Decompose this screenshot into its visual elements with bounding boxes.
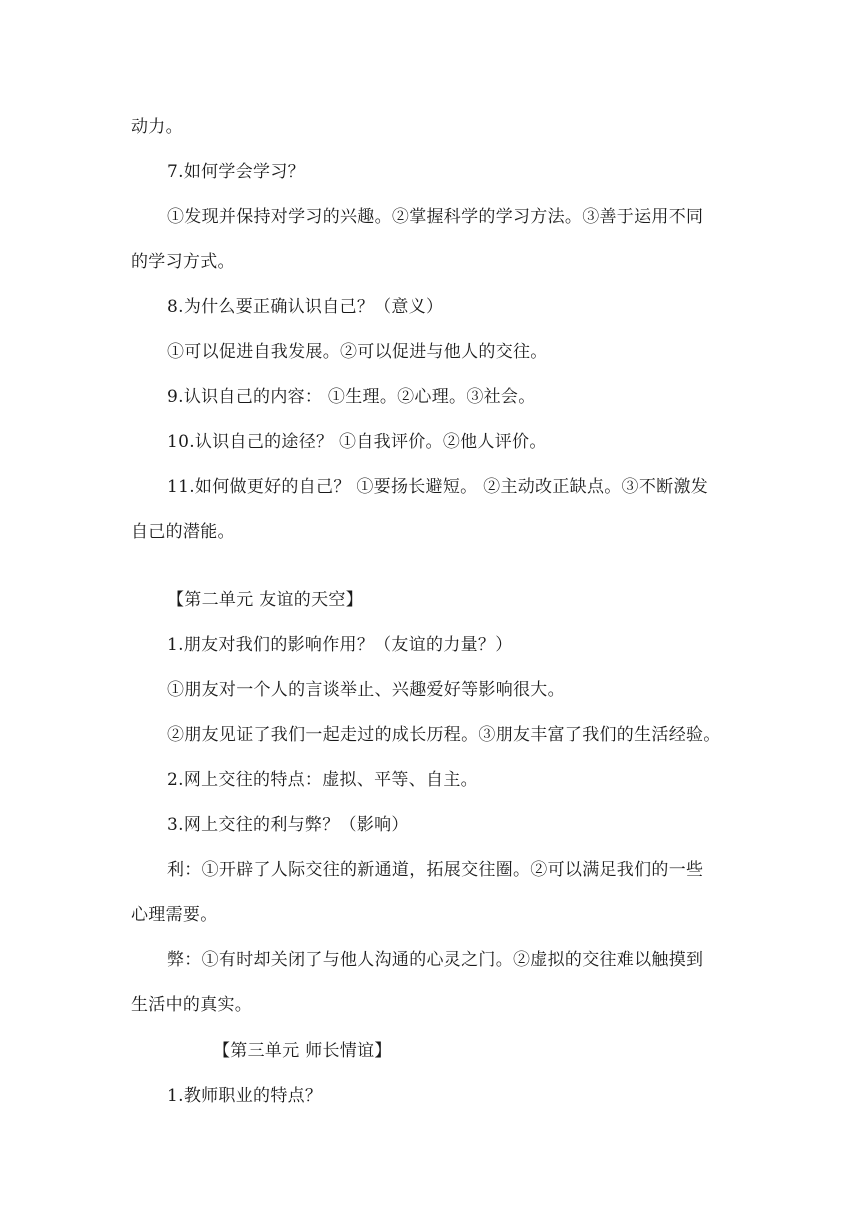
text-line-1: 动力。 [131,117,183,137]
question-10: 10.认识自己的途径？ ①自我评价。②他人评价。 [167,432,547,452]
question-11-line-2: 自己的潜能。 [131,522,235,542]
unit-2-heading: 【第二单元 友谊的天空】 [167,590,364,610]
unit-2-question-1: 1.朋友对我们的影响作用？（友谊的力量？） [167,635,513,655]
unit-2-pros-line-1: 利：①开辟了人际交往的新通道，拓展交往圈。②可以满足我们的一些 [167,860,704,880]
question-11-line-1: 11.如何做更好的自己？ ①要扬长避短。 ②主动改正缺点。③不断激发 [167,477,709,497]
answer-8: ①可以促进自我发展。②可以促进与他人的交往。 [167,342,548,362]
answer-7-line-2: 的学习方式。 [131,252,235,272]
unit-2-cons-line-2: 生活中的真实。 [131,995,253,1015]
unit-2-pros-line-2: 心理需要。 [131,905,218,925]
unit-2-question-3: 3.网上交往的利与弊？（影响） [167,815,409,835]
question-7: 7.如何学会学习？ [167,162,305,182]
question-9: 9.认识自己的内容： ①生理。②心理。③社会。 [167,387,536,407]
answer-7-line-1: ①发现并保持对学习的兴趣。②掌握科学的学习方法。③善于运用不同 [167,207,704,227]
question-8: 8.为什么要正确认识自己？（意义） [167,297,444,317]
unit-3-question-1: 1.教师职业的特点？ [167,1086,323,1106]
unit-3-heading: 【第三单元 师长情谊】 [213,1041,392,1061]
unit-2-answer-1-line-1: ①朋友对一个人的言谈举止、兴趣爱好等影响很大。 [167,680,565,700]
unit-2-answer-1-line-2: ②朋友见证了我们一起走过的成长历程。③朋友丰富了我们的生活经验。 [167,725,721,745]
unit-2-cons-line-1: 弊：①有时却关闭了与他人沟通的心灵之门。②虚拟的交往难以触摸到 [167,950,704,970]
unit-2-question-2: 2.网上交往的特点：虚拟、平等、自主。 [167,770,478,790]
